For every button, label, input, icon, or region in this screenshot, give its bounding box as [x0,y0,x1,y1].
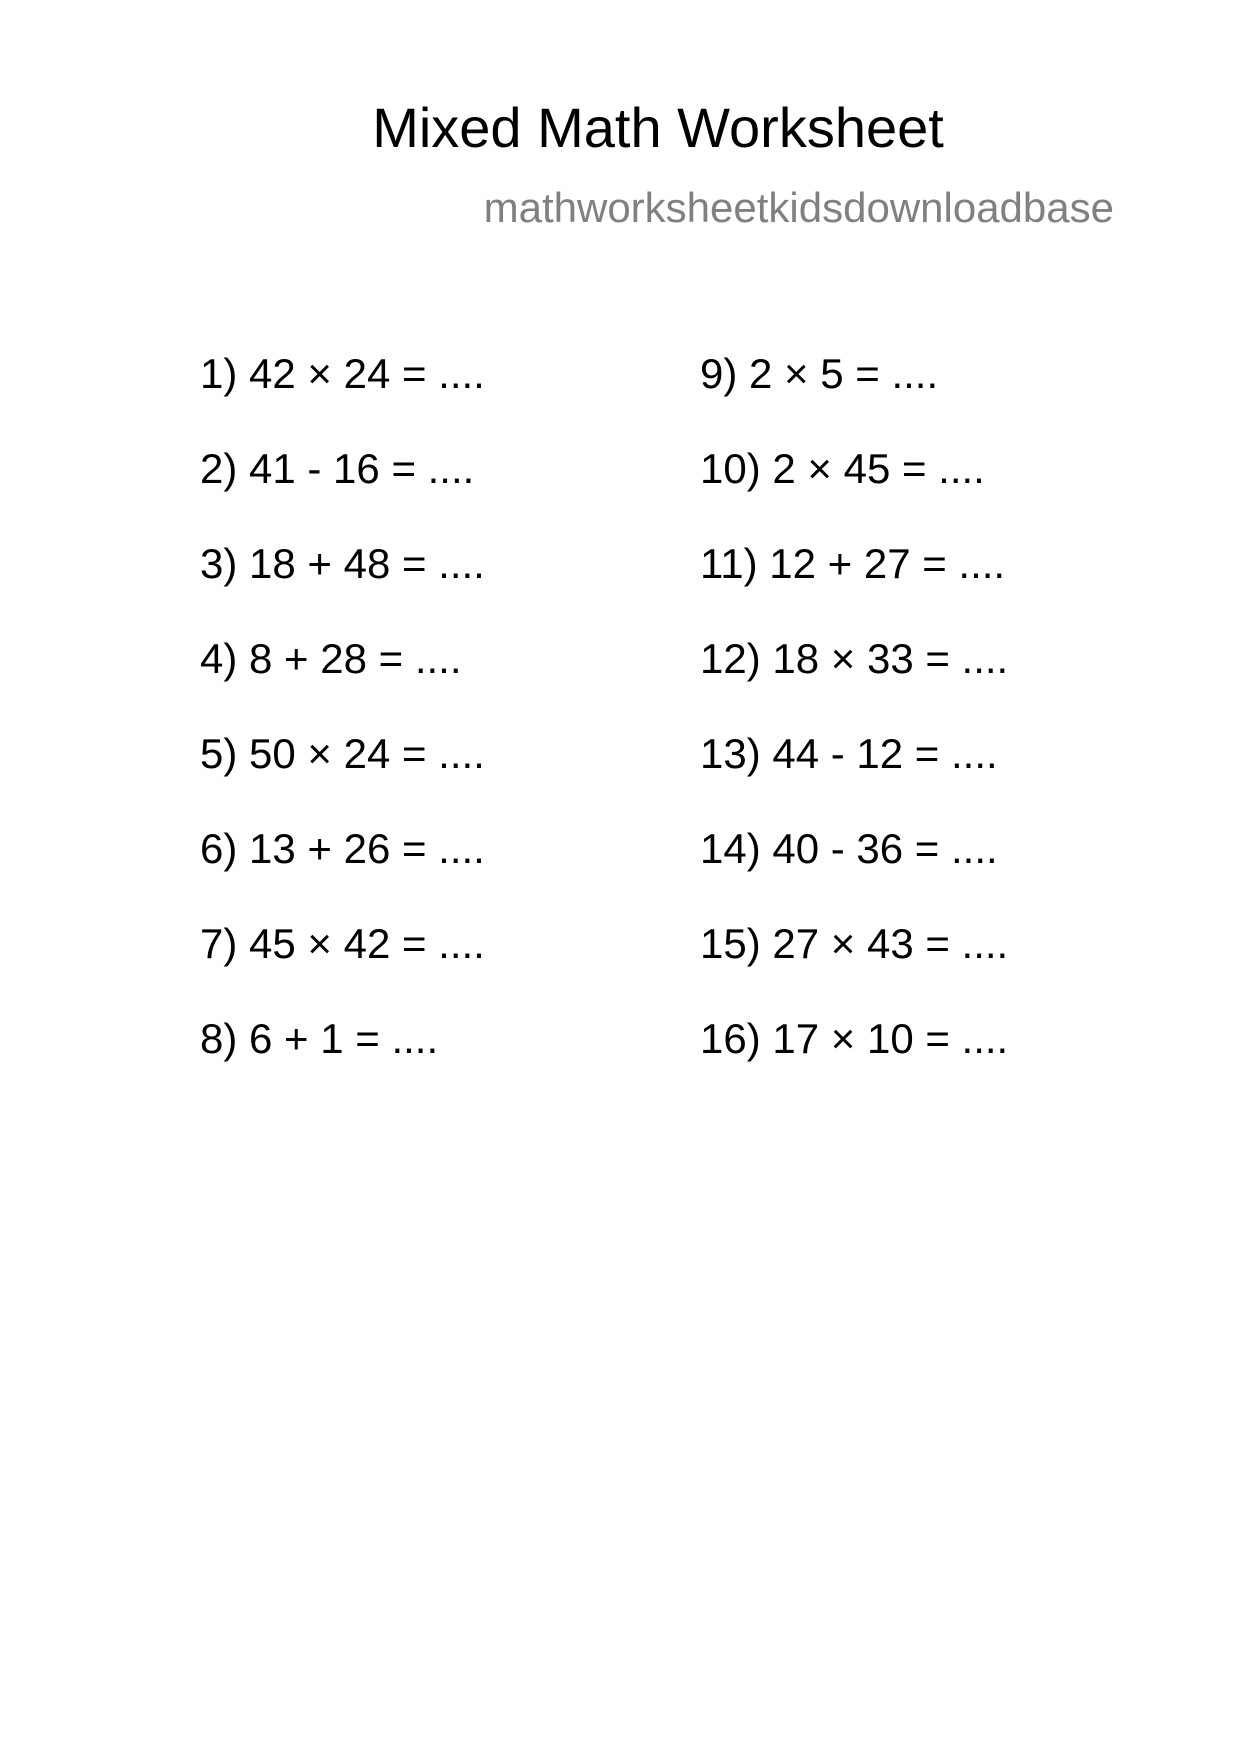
problem-4: 4) 8 + 28 = .... [200,635,462,682]
problem-1: 1) 42 × 24 = .... [200,350,485,397]
problem-12: 12) 18 × 33 = .... [700,635,1009,682]
title-text: Mixed Math Worksheet [372,96,944,159]
problem-8: 8) 6 + 1 = .... [200,1015,439,1062]
problem-6: 6) 13 + 26 = .... [200,825,485,872]
problems-column-right [700,350,1008,1110]
problem-7: 7) 45 × 42 = .... [200,920,485,967]
problem-14: 14) 40 - 36 = .... [700,825,998,872]
problem-2: 2) 41 - 16 = .... [200,445,475,492]
problem-9: 9) 2 × 5 = .... [700,350,939,397]
problem-13: 13) 44 - 12 = .... [700,730,998,777]
problem-3: 3) 18 + 48 = .... [200,540,485,587]
source-watermark: mathworksheetkidsdownloadbase [483,184,1114,231]
problems-column-left [200,350,485,1110]
problem-16: 16) 17 × 10 = .... [700,1015,1009,1062]
page-title [0,96,1240,160]
problem-5: 5) 50 × 24 = .... [200,730,485,777]
problem-10: 10) 2 × 45 = .... [700,445,985,492]
problem-11: 11) 12 + 27 = .... [700,540,1006,587]
problem-15: 15) 27 × 43 = .... [700,920,1009,967]
